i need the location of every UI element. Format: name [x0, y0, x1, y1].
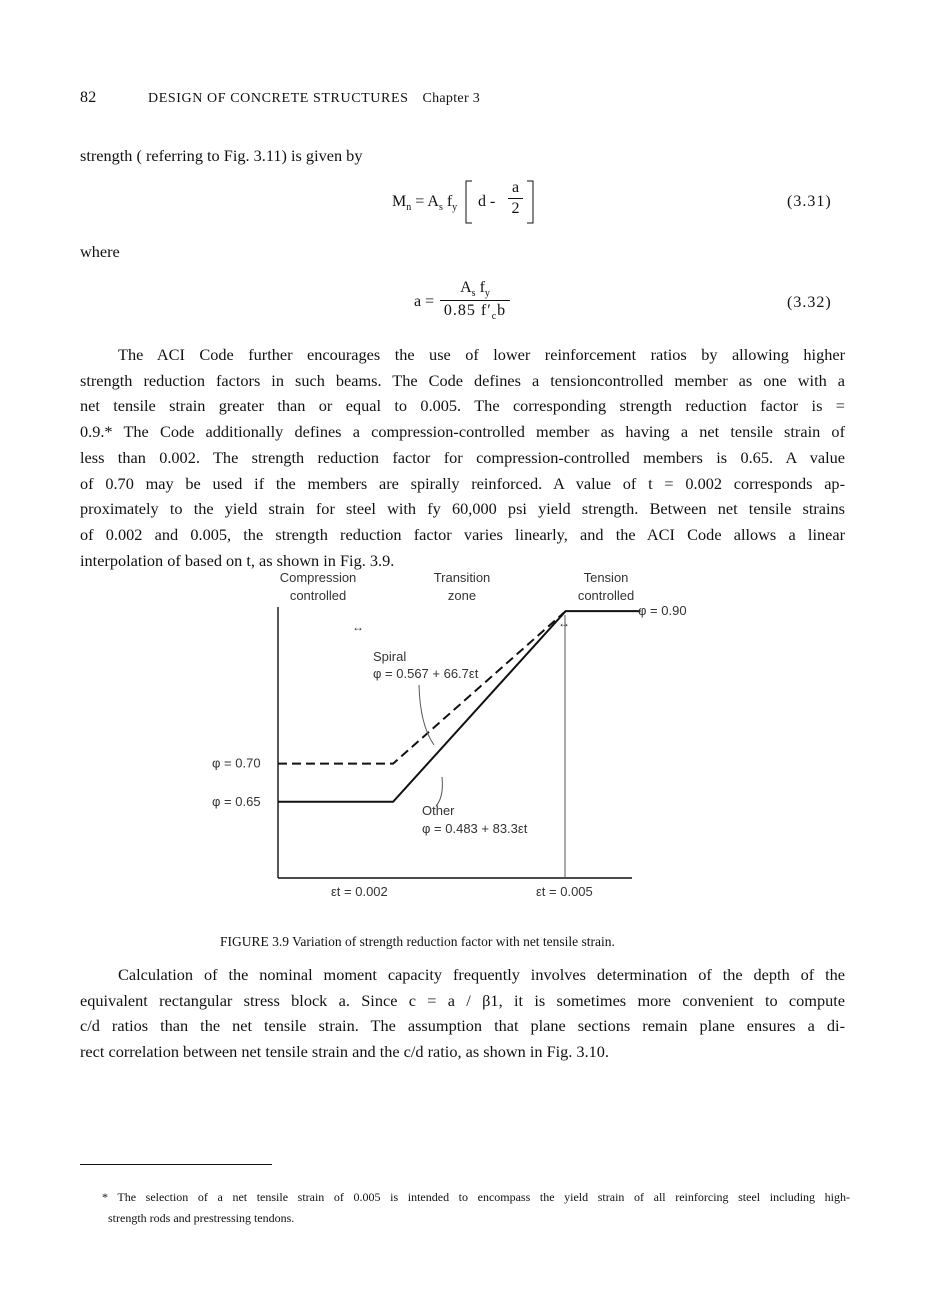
spiral-series-name: Spiral: [373, 649, 407, 664]
intro-line: strength ( referring to Fig. 3.11) is given by: [80, 146, 363, 165]
eq331-mid: = A: [411, 193, 439, 210]
other-leader-arrow: [436, 777, 442, 806]
eq332-den-b: b: [497, 302, 507, 320]
para1-line: strength reduction factors in such beams. The Code defines a tensioncontrolled member as one with a: [80, 370, 845, 390]
para1-line: proximately to the yield strain for steel with fy 60,000 psi yield strength. Between net tensile strains: [80, 499, 845, 519]
footnote-rule: [80, 1164, 272, 1165]
footnote-line: strength rods and prestressing tendons.: [108, 1211, 295, 1225]
y-tick-label-070: φ = 0.70: [212, 755, 261, 771]
para1-line: 0.9.* The Code additionally defines a compression-controlled member as having a net tensile strain of: [80, 422, 845, 442]
eq332-denominator: 0.85 $f'_cb$: [443, 302, 507, 323]
zone-label-tension-2: controlled: [577, 588, 635, 603]
x-tick-label-0005: εt = 0.005: [536, 884, 593, 899]
equation-number-3-31: (3.31): [787, 193, 832, 210]
eq332-lhs: a =: [414, 293, 435, 310]
eq332-num-f-sub: y: [484, 288, 490, 300]
eq331-fraction: [508, 179, 523, 218]
para2-line: Calculation of the nominal moment capacity frequently involves determination of the depth of the: [118, 965, 845, 984]
figure-3-9-chart: [200, 565, 720, 910]
zone-label-compression-1: Compression: [279, 570, 357, 585]
figure-caption: FIGURE 3.9 Variation of strength reduction factor with net tensile strain.: [220, 934, 615, 949]
para1-line: net tensile strain greater than or equal to 0.005. The corresponding strength reduction factor is =: [80, 396, 845, 416]
para1-line: The ACI Code further encourages the use of lower reinforcement ratios by allowing higher: [118, 345, 845, 364]
eq331-fy-sub: y: [452, 202, 458, 214]
para1-line: less than 0.002. The strength reduction factor for compression-controlled members is 0.65. A value: [80, 447, 845, 467]
where-label: where: [80, 242, 120, 261]
paragraph-1: [80, 342, 845, 573]
eq332-fraction: [440, 279, 510, 322]
para1-line: interpolation of based on t, as shown in Fig. 3.9.: [80, 550, 395, 570]
other-formula: φ = 0.483 + 83.3εt: [422, 821, 528, 836]
eq331-d: d -: [478, 193, 496, 210]
para2-line: c/d ratios than the net tensile strain. The assumption that plane sections remain plane ensures a di-: [80, 1016, 845, 1036]
zone-arrow-icon: ↔: [352, 620, 364, 634]
para2-line: rect correlation between net tensile strain and the c/d ratio, as shown in Fig. 3.10.: [80, 1042, 609, 1062]
chapter-label: Chapter 3: [422, 91, 481, 106]
running-header: [80, 89, 480, 107]
eq331-denominator: 2: [511, 200, 520, 217]
zone-label-transition-2: zone: [447, 588, 477, 603]
eq332-den-a: 0.85 f: [443, 302, 488, 320]
equation-number-3-32: (3.32): [787, 294, 832, 311]
footnote: [80, 1187, 850, 1229]
zone-label-transition-1: Transition: [433, 570, 491, 585]
x-tick-label-0002: εt = 0.002: [331, 884, 388, 899]
phi-090-label: φ = 0.90: [638, 603, 687, 619]
left-bracket: [462, 179, 478, 225]
eq331-lhs: M: [392, 193, 407, 210]
spiral-leader-arrow: [419, 685, 434, 745]
spiral-formula: φ = 0.567 + 66.7εt: [373, 666, 479, 681]
zone-label-compression-2: controlled: [289, 588, 347, 603]
footnote-line: * The selection of a net tensile strain of 0.005 is intended to encompass the yield strain of all reinforcing steel including high-: [102, 1190, 850, 1204]
eq332-numerator: [440, 279, 510, 301]
eq331-numerator: a: [508, 179, 523, 199]
zone-arrow-icon: ↔: [558, 616, 570, 630]
para1-line: of 0.002 and 0.005, the strength reduction factor varies linearly, and the ACI Code allows a linear: [80, 524, 845, 544]
para1-line: of 0.70 may be used if the members are spirally reinforced. A value of t = 0.002 corresponds ap-: [80, 473, 845, 493]
para2-line: equivalent rectangular stress block a. Since c = a / β1, it is sometimes more convenient to compute: [80, 990, 845, 1010]
zone-label-tension-1: Tension: [583, 570, 629, 585]
right-bracket: [525, 179, 541, 225]
other-series-name: Other: [422, 803, 455, 818]
eq332-num-a: A: [460, 279, 472, 296]
eq331-lhs-sub: n: [406, 202, 412, 214]
paragraph-2: [80, 962, 845, 1065]
eq331-fy: f: [442, 193, 453, 210]
eq332-num-a-sub: s: [471, 288, 476, 300]
eq332-num-f: f: [475, 279, 485, 296]
series-line-spiral: [278, 611, 566, 764]
eq332-den-sub: c: [491, 311, 498, 323]
y-tick-label-065: φ = 0.65: [212, 793, 261, 809]
eq331-as-sub: s: [438, 202, 443, 214]
page-number: 82: [80, 89, 97, 106]
book-title: DESIGN OF CONCRETE STRUCTURES: [148, 91, 409, 106]
